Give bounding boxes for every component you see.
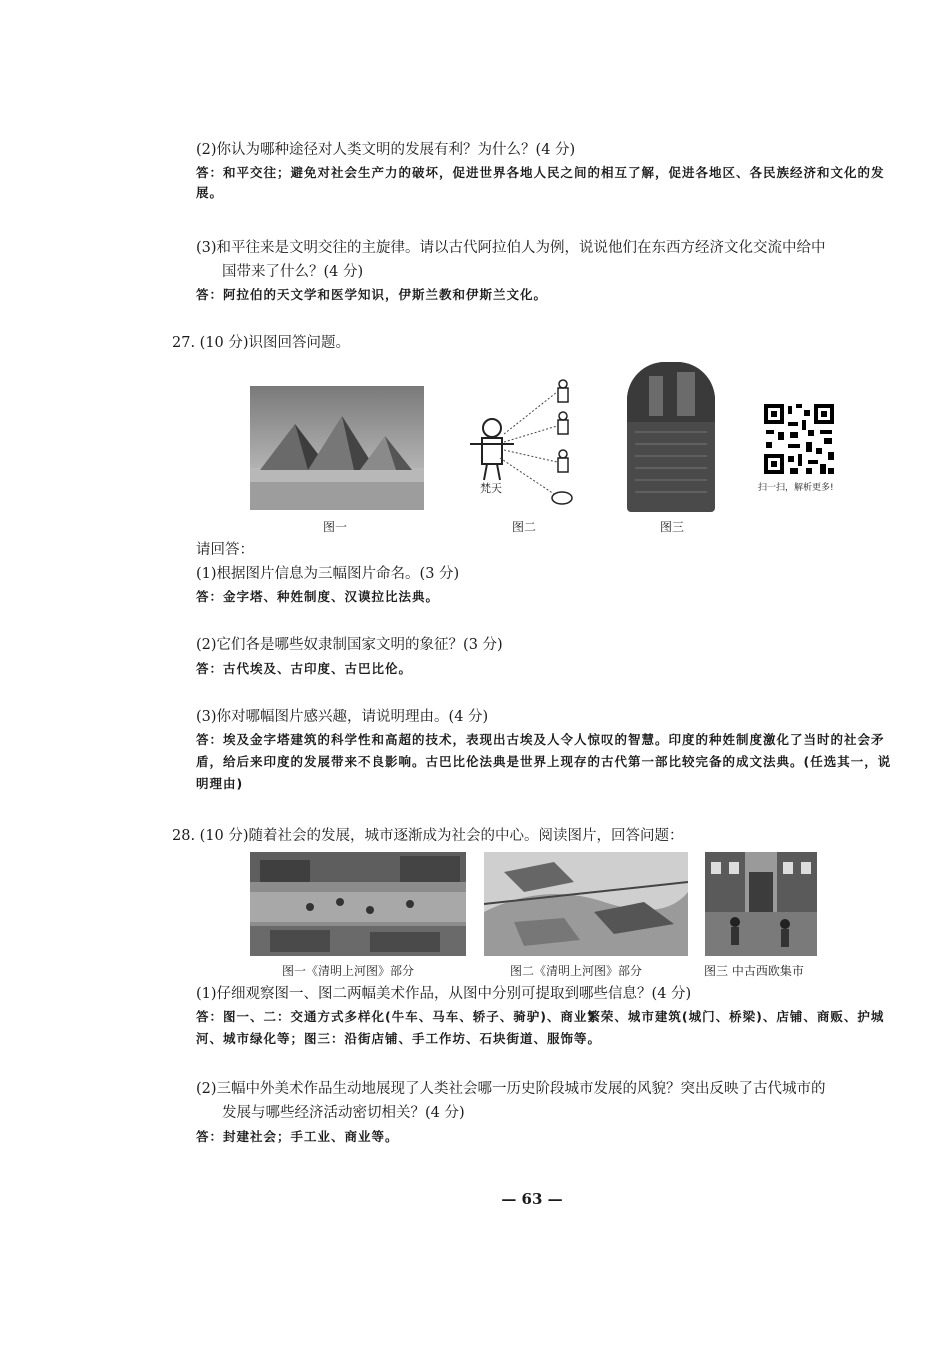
- q28-2-question-line1: (2)三幅中外美术作品生动地展现了人类社会哪一历史阶段城市发展的风貌？突出反映了古代城市的: [196, 1081, 826, 1097]
- q28-caption-3: 图三 中古西欧集市: [704, 964, 804, 978]
- q28-1-answer: 答：图一、二：交通方式多样化(牛车、马车、轿子、骑驴)、商业繁荣、城市建筑(城门、桥梁)、店铺、商贩、护城河、城市绿化等；图三：沿街店铺、手工作坊、石块街道、服饰等。: [196, 1009, 885, 1046]
- q27-caption-1: 图一: [323, 520, 348, 534]
- qr-code-icon[interactable]: [762, 402, 836, 476]
- caste-diagram-image: [462, 374, 582, 514]
- q28-caption-1: 图一《清明上河图》部分: [282, 964, 415, 978]
- q27-1-question: (1)根据图片信息为三幅图片命名。(3 分): [196, 566, 460, 582]
- qr-caption: 扫一扫，解析更多!: [758, 483, 834, 493]
- qingming-image-2: [484, 852, 688, 956]
- q26-3-question-line1: (3)和平往来是文明交往的主旋律。请以古代阿拉伯人为例，说说他们在东西方经济文化交流中给中: [196, 240, 826, 256]
- qingming-image-1: [250, 852, 466, 956]
- q27-2-question: (2)它们各是哪些奴隶制国家文明的象征？(3 分): [196, 637, 503, 653]
- q27-title: 27. (10 分)识图回答问题。: [172, 335, 351, 351]
- q28-2-question-line2: 发展与哪些经济活动密切相关？(4 分): [222, 1105, 465, 1121]
- q27-1-answer: 答：金字塔、种姓制度、汉谟拉比法典。: [196, 589, 440, 604]
- medieval-market-image: [705, 852, 817, 956]
- q26-2-answer: 答：和平交往；避免对社会生产力的破坏，促进世界各地人民之间的相互了解，促进各地区、各民族经济和文化的发展。: [196, 165, 885, 200]
- q27-caption-3: 图三: [660, 520, 685, 534]
- pyramids-image: [250, 386, 424, 510]
- brahma-label: 梵天: [480, 482, 502, 495]
- q28-1-question: (1)仔细观察图一、图二两幅美术作品，从图中分别可提取到哪些信息？(4 分): [196, 986, 692, 1002]
- q27-2-answer: 答：古代埃及、古印度、古巴比伦。: [196, 661, 413, 676]
- q28-title: 28. (10 分)随着社会的发展，城市逐渐成为社会的中心。阅读图片，回答问题：: [172, 828, 684, 844]
- q27-3-answer: 答：埃及金字塔建筑的科学性和高超的技术，表现出古埃及人令人惊叹的智慧。印度的种姓制度激化了当时的社会矛盾，给后来印度的发展带来不良影响。古巴比伦法典是世界上现存的古代第一部比较完备的成文法典。(任选其一，说明理由): [196, 732, 892, 791]
- q28-caption-2: 图二《清明上河图》部分: [510, 964, 643, 978]
- q27-3-question: (3)你对哪幅图片感兴趣，请说明理由。(4 分): [196, 709, 489, 725]
- q28-2-answer: 答：封建社会；手工业、商业等。: [196, 1129, 399, 1144]
- q27-prompt: 请回答：: [196, 542, 254, 558]
- q27-caption-2: 图二: [512, 520, 537, 534]
- q26-3-question-line2: 国带来了什么？(4 分): [222, 264, 364, 280]
- hammurabi-code-image: [627, 362, 715, 512]
- q26-3-answer: 答：阿拉伯的天文学和医学知识，伊斯兰教和伊斯兰文化。: [196, 287, 548, 302]
- page-number: — 63 —: [501, 1190, 563, 1208]
- q26-2-question: (2)你认为哪种途径对人类文明的发展有利？为什么？(4 分): [196, 142, 576, 158]
